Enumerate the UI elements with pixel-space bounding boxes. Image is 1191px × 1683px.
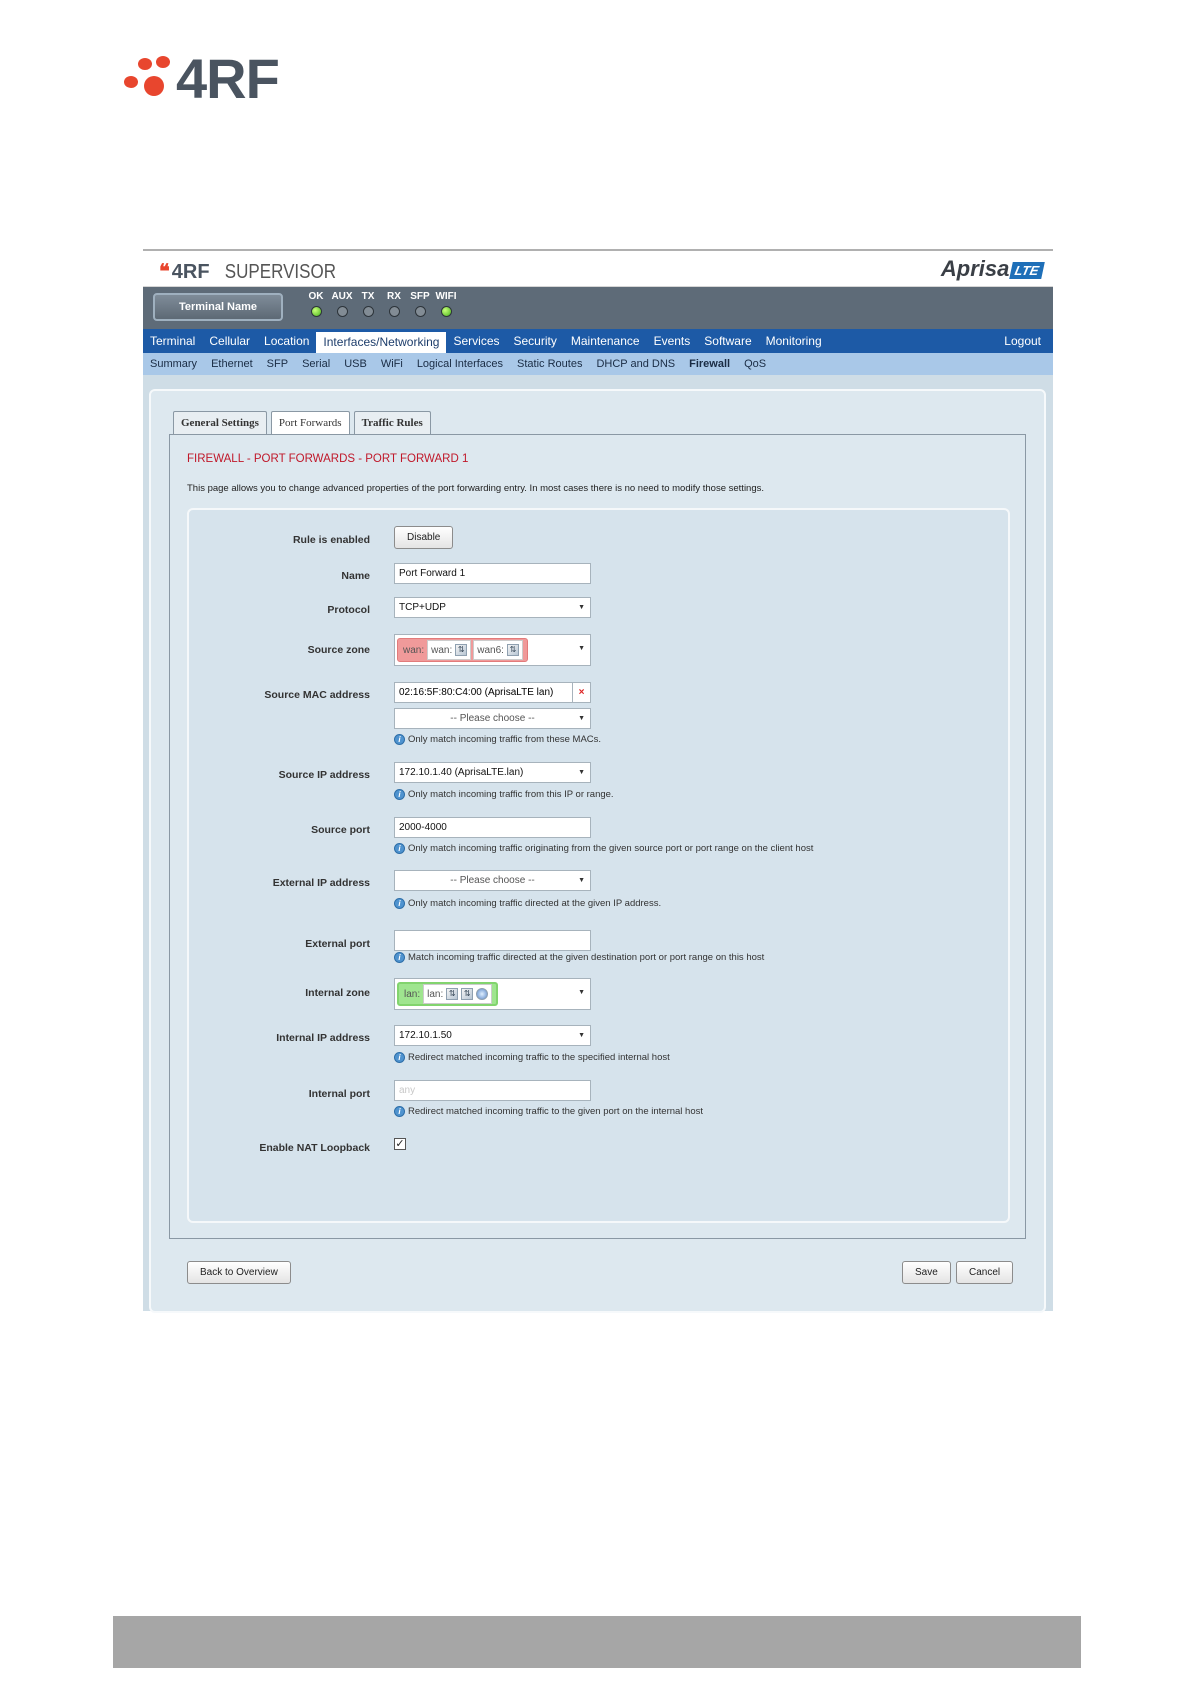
- info-icon: i: [394, 789, 405, 800]
- menu-item-cellular[interactable]: Cellular: [209, 334, 251, 348]
- aprisa-logo: [941, 256, 1043, 282]
- remove-mac-button[interactable]: ×: [572, 683, 590, 702]
- save-button[interactable]: Save: [902, 1261, 951, 1284]
- hint-text: Only match incoming traffic originating from the given source port or port range on the client host: [408, 843, 814, 854]
- external-ip-value: -- Please choose --: [450, 875, 535, 886]
- status-bar: [143, 287, 1053, 329]
- label-source-zone: Source zone: [307, 644, 370, 656]
- led-label: WIFI: [435, 291, 457, 302]
- hint-external-ip: [394, 898, 661, 909]
- info-icon: i: [394, 734, 405, 745]
- menu-item-interfaces-networking[interactable]: Interfaces/Networking: [316, 332, 446, 354]
- hint-internal-port: [394, 1106, 703, 1117]
- sub-menu: [143, 353, 1053, 375]
- label-rule-enabled: Rule is enabled: [292, 534, 370, 546]
- info-icon: i: [394, 1106, 405, 1117]
- info-icon: i: [394, 952, 405, 963]
- submenu-item-ethernet[interactable]: Ethernet: [211, 358, 253, 370]
- page-title: FIREWALL - PORT FORWARDS - PORT FORWARD 1: [187, 453, 469, 465]
- hint-text: Only match incoming traffic directed at the given IP address.: [408, 898, 662, 909]
- led-indicator-icon: [311, 306, 322, 317]
- submenu-item-static-routes[interactable]: Static Routes: [517, 358, 583, 370]
- logo-dot: [156, 56, 170, 68]
- brand-dots-icon: ❝: [159, 261, 170, 283]
- hint-external-port: [394, 952, 764, 963]
- led-wifi: [433, 291, 459, 317]
- chevron-down-icon: ▼: [578, 604, 585, 611]
- logo-dot: [138, 58, 152, 70]
- main-menu: [143, 329, 1053, 353]
- zone-name: wan:: [403, 644, 425, 656]
- chevron-down-icon: ▼: [578, 715, 585, 722]
- led-tx: [355, 291, 381, 317]
- menu-item-events[interactable]: Events: [653, 334, 691, 348]
- internal-zone-select[interactable]: [394, 978, 591, 1010]
- cancel-button[interactable]: Cancel: [956, 1261, 1013, 1284]
- submenu-item-usb[interactable]: USB: [344, 358, 367, 370]
- network-tag-wan: [427, 640, 471, 660]
- zone-lan: [397, 982, 498, 1006]
- menu-item-location[interactable]: Location: [264, 334, 310, 348]
- hint-internal-ip: [394, 1052, 670, 1063]
- led-indicator-icon: [415, 306, 426, 317]
- status-leds: [303, 291, 459, 317]
- hint-text: Redirect matched incoming traffic to the given port on the internal host: [408, 1106, 704, 1117]
- hint-text: Only match incoming traffic from this IP or range.: [408, 789, 614, 800]
- label-protocol: Protocol: [327, 604, 370, 616]
- internal-port-input[interactable]: any: [394, 1080, 591, 1101]
- external-port-input[interactable]: [394, 930, 591, 951]
- chevron-down-icon: ▼: [578, 1032, 585, 1039]
- main-panel: [149, 389, 1046, 1313]
- led-label: RX: [387, 291, 401, 302]
- submenu-item-sfp[interactable]: SFP: [266, 358, 289, 370]
- ethernet-port-icon: ⇅: [461, 988, 473, 1000]
- app-header: [143, 251, 1053, 287]
- ethernet-port-icon: ⇅: [507, 644, 519, 656]
- supervisor-window: [143, 249, 1053, 1311]
- label-name: Name: [341, 570, 370, 582]
- led-rx: [381, 291, 407, 317]
- hint-text: Redirect matched incoming traffic to the specified internal host: [408, 1052, 670, 1063]
- chevron-down-icon: ▼: [578, 769, 585, 776]
- internal-ip-value: 172.10.1.50: [399, 1030, 452, 1041]
- menu-item-maintenance[interactable]: Maintenance: [570, 334, 640, 348]
- menu-item-services[interactable]: Services: [453, 334, 500, 348]
- document-logo: [124, 47, 304, 110]
- menu-item-security[interactable]: Security: [513, 334, 557, 348]
- hint-source-port: [394, 843, 813, 854]
- ethernet-port-icon: ⇅: [446, 988, 458, 1000]
- tab-traffic-rules[interactable]: Traffic Rules: [354, 411, 431, 435]
- label-external-port: External port: [305, 938, 370, 950]
- logo-dot: [144, 76, 164, 96]
- logout-link[interactable]: Logout: [1004, 334, 1041, 348]
- led-label: OK: [308, 291, 324, 302]
- source-mac-choose: -- Please choose --: [450, 713, 535, 724]
- nat-loopback-checkbox[interactable]: ✓: [395, 1138, 405, 1150]
- source-mac-value[interactable]: 02:16:5F:80:C4:00 (AprisaLTE lan): [399, 687, 554, 698]
- label-nat-loopback: Enable NAT Loopback: [259, 1142, 370, 1154]
- network-tag-label: lan:: [427, 988, 444, 1000]
- hint-text: Match incoming traffic directed at the given destination port or port range on this host: [408, 952, 765, 963]
- wireless-icon: [476, 988, 488, 1000]
- protocol-select[interactable]: [394, 597, 591, 618]
- hint-source-mac: [394, 734, 601, 745]
- label-source-ip: Source IP address: [278, 769, 370, 781]
- hint-source-ip: [394, 789, 614, 800]
- submenu-item-qos[interactable]: QoS: [744, 358, 767, 370]
- label-external-ip: External IP address: [272, 877, 370, 889]
- led-label: SFP: [410, 291, 430, 302]
- source-ip-value: 172.10.1.40 (AprisaLTE.lan): [399, 767, 524, 778]
- tab-general-settings[interactable]: General Settings: [173, 411, 267, 435]
- source-mac-select[interactable]: [394, 708, 591, 729]
- content-frame: [169, 434, 1026, 1239]
- submenu-item-dhcp-and-dns[interactable]: DHCP and DNS: [596, 358, 676, 370]
- hint-text: Only match incoming traffic from these MACs.: [408, 734, 602, 745]
- led-ok: [303, 291, 329, 317]
- source-port-input[interactable]: 2000-4000: [394, 817, 591, 838]
- name-input[interactable]: Port Forward 1: [394, 563, 591, 584]
- source-mac-entry: [394, 682, 591, 703]
- zone-wan: [397, 638, 528, 662]
- led-indicator-icon: [389, 306, 400, 317]
- led-label: TX: [361, 291, 375, 302]
- menu-item-terminal[interactable]: Terminal: [150, 334, 196, 348]
- submenu-item-summary[interactable]: Summary: [150, 358, 198, 370]
- zone-name: lan:: [404, 988, 421, 1000]
- label-source-mac: Source MAC address: [264, 689, 370, 701]
- led-indicator-icon: [363, 306, 374, 317]
- disable-button[interactable]: Disable: [394, 526, 453, 549]
- led-label: AUX: [331, 291, 353, 302]
- label-internal-ip: Internal IP address: [276, 1032, 370, 1044]
- network-tag-label: wan6:: [477, 644, 504, 656]
- external-ip-select[interactable]: [394, 870, 591, 891]
- submenu-item-firewall[interactable]: Firewall: [689, 358, 731, 370]
- label-internal-zone: Internal zone: [305, 987, 370, 999]
- document-logo-text: 4RF: [176, 47, 279, 110]
- logo-dot: [124, 76, 138, 88]
- page-description: This page allows you to change advanced properties of the port forwarding entry. In most cases there is no need to modify those settings.: [187, 483, 765, 494]
- chevron-down-icon: ▼: [578, 877, 585, 884]
- info-icon: i: [394, 843, 405, 854]
- submenu-item-wifi[interactable]: WiFi: [380, 358, 403, 370]
- info-icon: i: [394, 898, 405, 909]
- menu-item-monitoring[interactable]: Monitoring: [765, 334, 822, 348]
- source-zone-select[interactable]: [394, 634, 591, 666]
- aprisa-logo-text: Aprisa: [940, 256, 1010, 281]
- info-icon: i: [394, 1052, 405, 1063]
- terminal-name-button[interactable]: Terminal Name: [153, 293, 283, 321]
- chevron-down-icon: ▼: [578, 645, 585, 652]
- menu-item-software[interactable]: Software: [704, 334, 752, 348]
- lte-badge: LTE: [1010, 262, 1045, 279]
- label-source-port: Source port: [311, 824, 370, 836]
- tab-port-forwards[interactable]: Port Forwards: [271, 411, 350, 435]
- back-to-overview-button[interactable]: Back to Overview: [187, 1261, 291, 1284]
- network-tag-wan6: [473, 640, 523, 660]
- led-aux: [329, 291, 355, 317]
- internal-ip-select[interactable]: [394, 1025, 591, 1046]
- network-tag-lan: [423, 984, 492, 1004]
- document-footer-bar: [113, 1616, 1081, 1668]
- brand-name: 4RF: [171, 261, 210, 283]
- led-indicator-icon: [337, 306, 348, 317]
- supervisor-logo: [159, 259, 346, 284]
- submenu-item-serial[interactable]: Serial: [302, 358, 331, 370]
- network-tag-label: wan:: [431, 644, 453, 656]
- tab-bar: [173, 411, 435, 435]
- submenu-item-logical-interfaces[interactable]: Logical Interfaces: [416, 358, 504, 370]
- ethernet-port-icon: ⇅: [455, 644, 467, 656]
- led-sfp: [407, 291, 433, 317]
- protocol-value: TCP+UDP: [399, 602, 446, 613]
- product-name: SUPERVISOR: [224, 261, 337, 283]
- source-ip-select[interactable]: [394, 762, 591, 783]
- form-section: [187, 508, 1010, 1223]
- chevron-down-icon: ▼: [578, 989, 585, 996]
- label-internal-port: Internal port: [308, 1088, 370, 1100]
- led-indicator-icon: [441, 306, 452, 317]
